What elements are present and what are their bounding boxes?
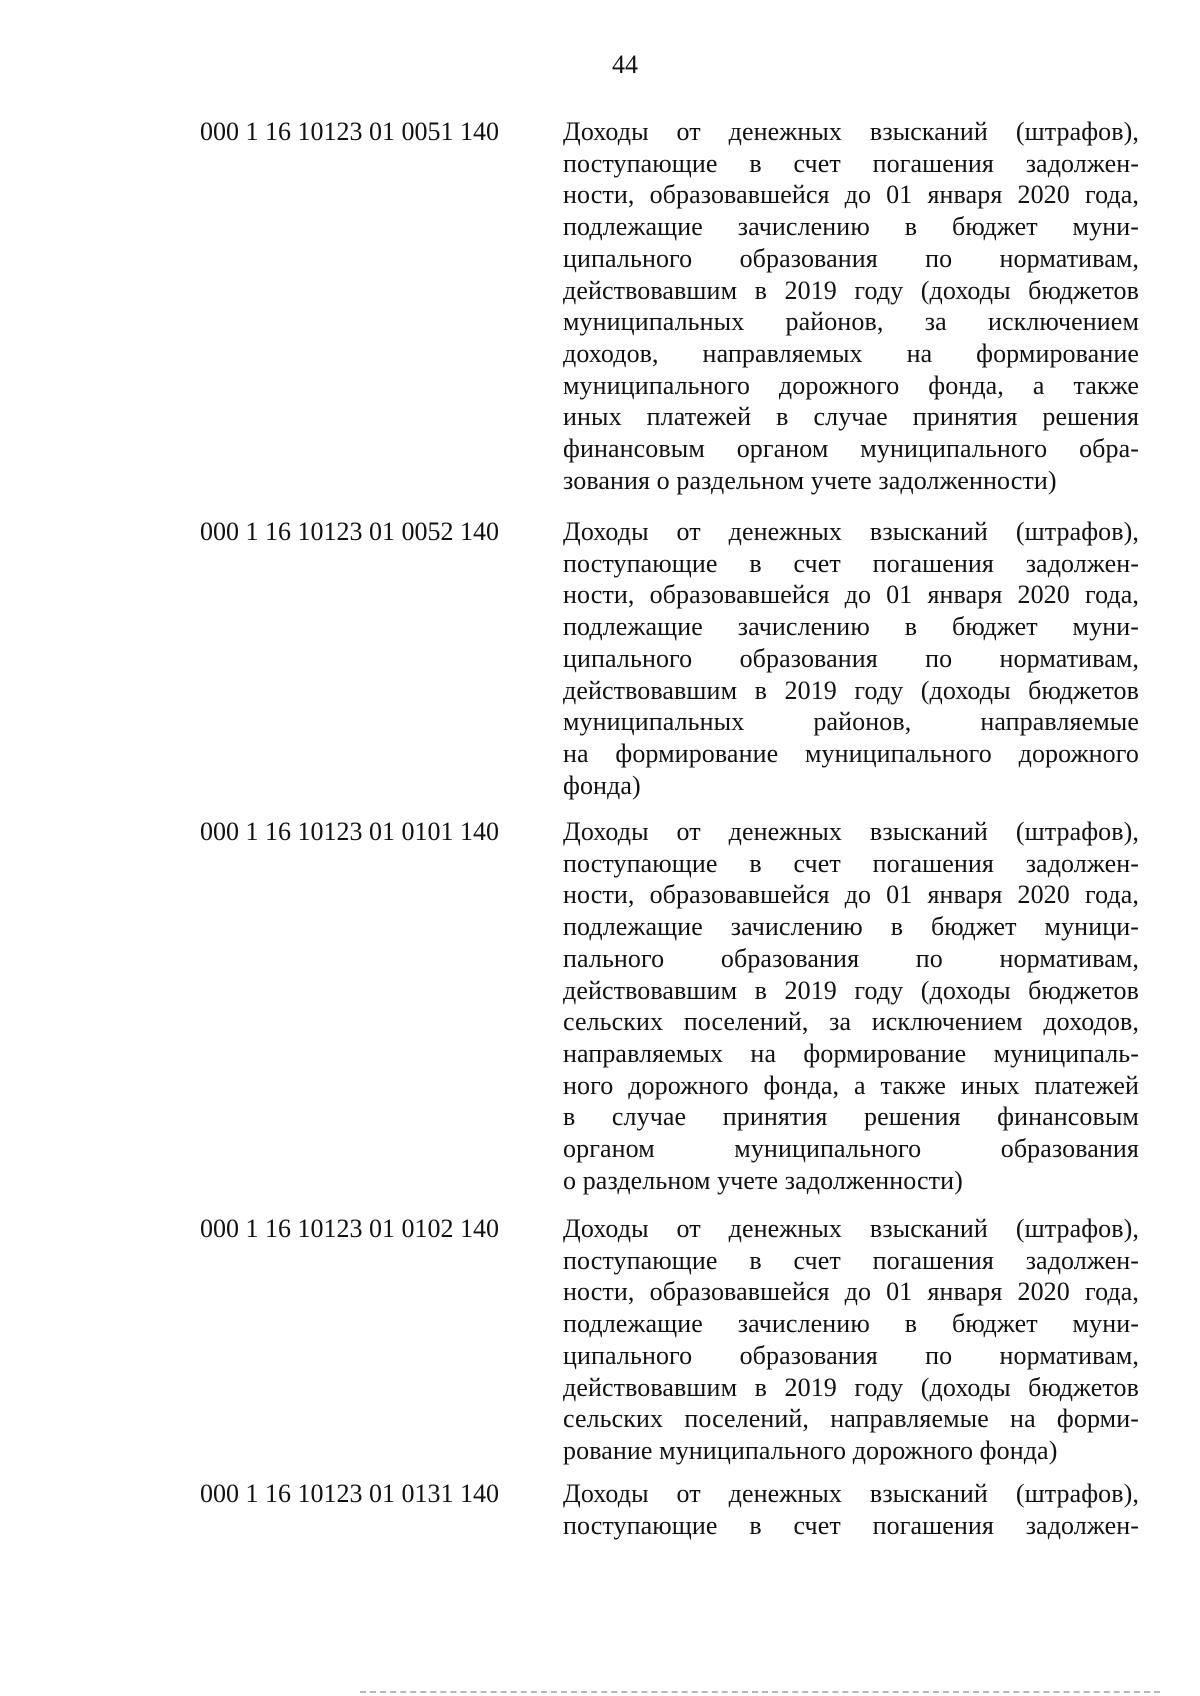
description-line: Доходы от денежных взысканий (штрафов),	[563, 117, 1139, 146]
budget-code: 000 1 16 10123 01 0102 140	[200, 1214, 499, 1243]
description-line: доходов, направляемых на формирование	[563, 338, 1139, 368]
description-line: поступающие в счет погашения задолжен-	[563, 1510, 1139, 1540]
description-line: подлежащие зачислению в бюджет муни-	[563, 212, 1139, 242]
description-line: поступающие в счет погашения задолжен-	[563, 548, 1139, 578]
description-line: Доходы от денежных взысканий (штрафов),	[563, 817, 1139, 846]
description-line: действовавшим в 2019 году (доходы бюджетов	[563, 675, 1139, 705]
description-line: ципального образования по нормативам,	[563, 643, 1139, 673]
description-line: действовавшим в 2019 году (доходы бюджетов	[563, 975, 1139, 1005]
budget-code: 000 1 16 10123 01 0052 140	[200, 517, 499, 546]
description-line: Доходы от денежных взысканий (штрафов),	[563, 517, 1139, 546]
description-line: подлежащие зачислению в бюджет муни-	[563, 612, 1139, 642]
description-line: на формирование муниципального дорожного	[563, 738, 1139, 768]
description-line: действовавшим в 2019 году (доходы бюджетов	[563, 275, 1139, 305]
budget-code: 000 1 16 10123 01 0051 140	[200, 117, 499, 146]
description-line: финансовым органом муниципального обра-	[563, 434, 1139, 464]
scan-edge-mark	[360, 1691, 1160, 1696]
entry-description	[563, 116, 1139, 496]
description-line: ности, образовавшейся до 01 января 2020 года,	[563, 180, 1139, 210]
description-line: фонда)	[563, 770, 641, 800]
description-line: подлежащие зачислению в бюджет муници-	[563, 912, 1139, 942]
entry-description	[563, 1478, 1139, 1541]
description-line: поступающие в счет погашения задолжен-	[563, 848, 1139, 878]
description-line: подлежащие зачислению в бюджет муни-	[563, 1309, 1139, 1339]
description-line: направляемых на формирование муниципаль-	[563, 1038, 1139, 1068]
page-number: 44	[612, 50, 638, 79]
description-line: Доходы от денежных взысканий (штрафов),	[563, 1479, 1139, 1508]
description-line: ности, образовавшейся до 01 января 2020 года,	[563, 580, 1139, 610]
description-line: ного дорожного фонда, а также иных платежей	[563, 1070, 1139, 1100]
description-line: сельских поселений, за исключением доходов,	[563, 1007, 1139, 1037]
description-line: в случае принятия решения финансовым	[563, 1102, 1139, 1132]
description-line: зования о раздельном учете задолженности)	[563, 465, 1057, 495]
entry-description	[563, 816, 1139, 1196]
description-line: ности, образовавшейся до 01 января 2020 года,	[563, 880, 1139, 910]
description-line: действовавшим в 2019 году (доходы бюджетов	[563, 1372, 1139, 1402]
description-line: ципального образования по нормативам,	[563, 243, 1139, 273]
description-line: пального образования по нормативам,	[563, 943, 1139, 973]
description-line: иных платежей в случае принятия решения	[563, 402, 1139, 432]
description-line: муниципальных районов, направляемые	[563, 707, 1139, 737]
entry-description	[563, 516, 1139, 801]
description-line: о раздельном учете задолженности)	[563, 1165, 963, 1195]
description-line: муниципальных районов, за исключением	[563, 307, 1139, 337]
description-line: рование муниципального дорожного фонда)	[563, 1435, 1058, 1465]
budget-code: 000 1 16 10123 01 0101 140	[200, 817, 499, 846]
description-line: поступающие в счет погашения задолжен-	[563, 1245, 1139, 1275]
budget-code: 000 1 16 10123 01 0131 140	[200, 1479, 499, 1508]
description-line: поступающие в счет погашения задолжен-	[563, 148, 1139, 178]
entry-description	[563, 1213, 1139, 1467]
description-line: ности, образовавшейся до 01 января 2020 года,	[563, 1277, 1139, 1307]
description-line: ципального образования по нормативам,	[563, 1340, 1139, 1370]
description-line: Доходы от денежных взысканий (штрафов),	[563, 1214, 1139, 1243]
description-line: сельских поселений, направляемые на форми-	[563, 1404, 1139, 1434]
description-line: муниципального дорожного фонда, а также	[563, 370, 1139, 400]
description-line: органом муниципального образования	[563, 1134, 1139, 1164]
